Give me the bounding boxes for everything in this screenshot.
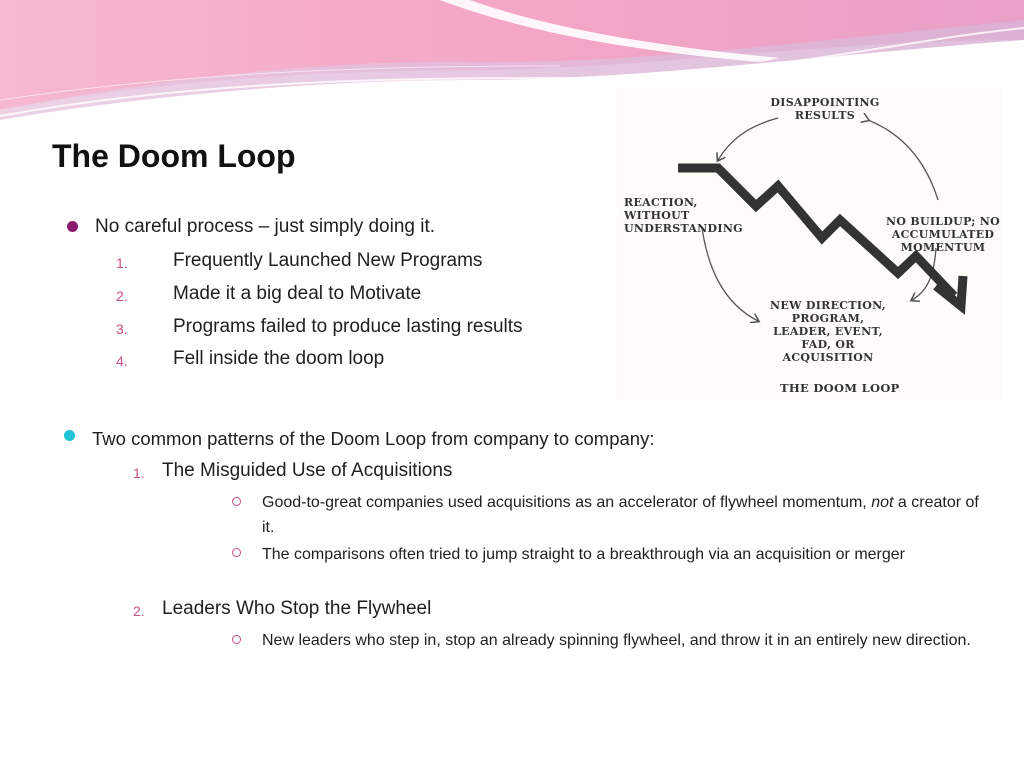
bullet-dot-magenta	[67, 221, 78, 232]
list-item: Made it a big deal to Motivate	[173, 283, 422, 304]
sub-bullet-circle	[232, 497, 241, 506]
detail-text-part: Good-to-great companies used acquisitions as an accelerator of flywheel momentum,	[262, 494, 867, 511]
bullet-dot-cyan	[64, 430, 75, 441]
detail-text: The comparisons often tried to jump straight to a breakthrough via an acquisition or merger	[262, 546, 905, 563]
diagram-label-bottom: NEW DIRECTION, PROGRAM, LEADER, EVENT, FAD, OR ACQUISITION	[770, 299, 886, 364]
list-item: Frequently Launched New Programs	[173, 250, 483, 271]
list-item: Leaders Who Stop the Flywheel	[162, 598, 432, 619]
list-number: 4.	[116, 353, 128, 369]
diagram-label-right: NO BUILDUP; NO ACCUMULATED MOMENTUM	[886, 215, 1000, 254]
sub-bullet-circle	[232, 548, 241, 557]
list-number: 1.	[133, 465, 145, 481]
detail-text-part: a creator of it.	[262, 494, 979, 536]
list-item: The Misguided Use of Acquisitions	[162, 460, 453, 481]
detail-text	[262, 490, 982, 540]
diagram-caption: THE DOOM LOOP	[780, 381, 900, 395]
bullet1-text: No careful process – just simply doing it.	[95, 216, 436, 237]
list-number: 2.	[133, 603, 145, 619]
diagram-label-left: REACTION, WITHOUT UNDERSTANDING	[624, 196, 743, 235]
detail-text: New leaders who step in, stop an already spinning flywheel, and throw it in an entirely new direction.	[262, 632, 971, 649]
page-title: The Doom Loop	[52, 138, 296, 174]
sub-bullet-circle	[232, 635, 241, 644]
list-number: 1.	[116, 255, 128, 271]
doom-loop-diagram	[618, 88, 1002, 400]
detail-emphasis: not	[871, 494, 894, 511]
list-number: 2.	[116, 288, 128, 304]
list-item: Programs failed to produce lasting results	[173, 316, 523, 337]
diagram-label-top: DISAPPOINTING RESULTS	[770, 96, 880, 122]
bullet2-text: Two common patterns of the Doom Loop from company to company:	[92, 428, 655, 449]
list-number: 3.	[116, 321, 128, 337]
list-item: Fell inside the doom loop	[173, 348, 385, 369]
